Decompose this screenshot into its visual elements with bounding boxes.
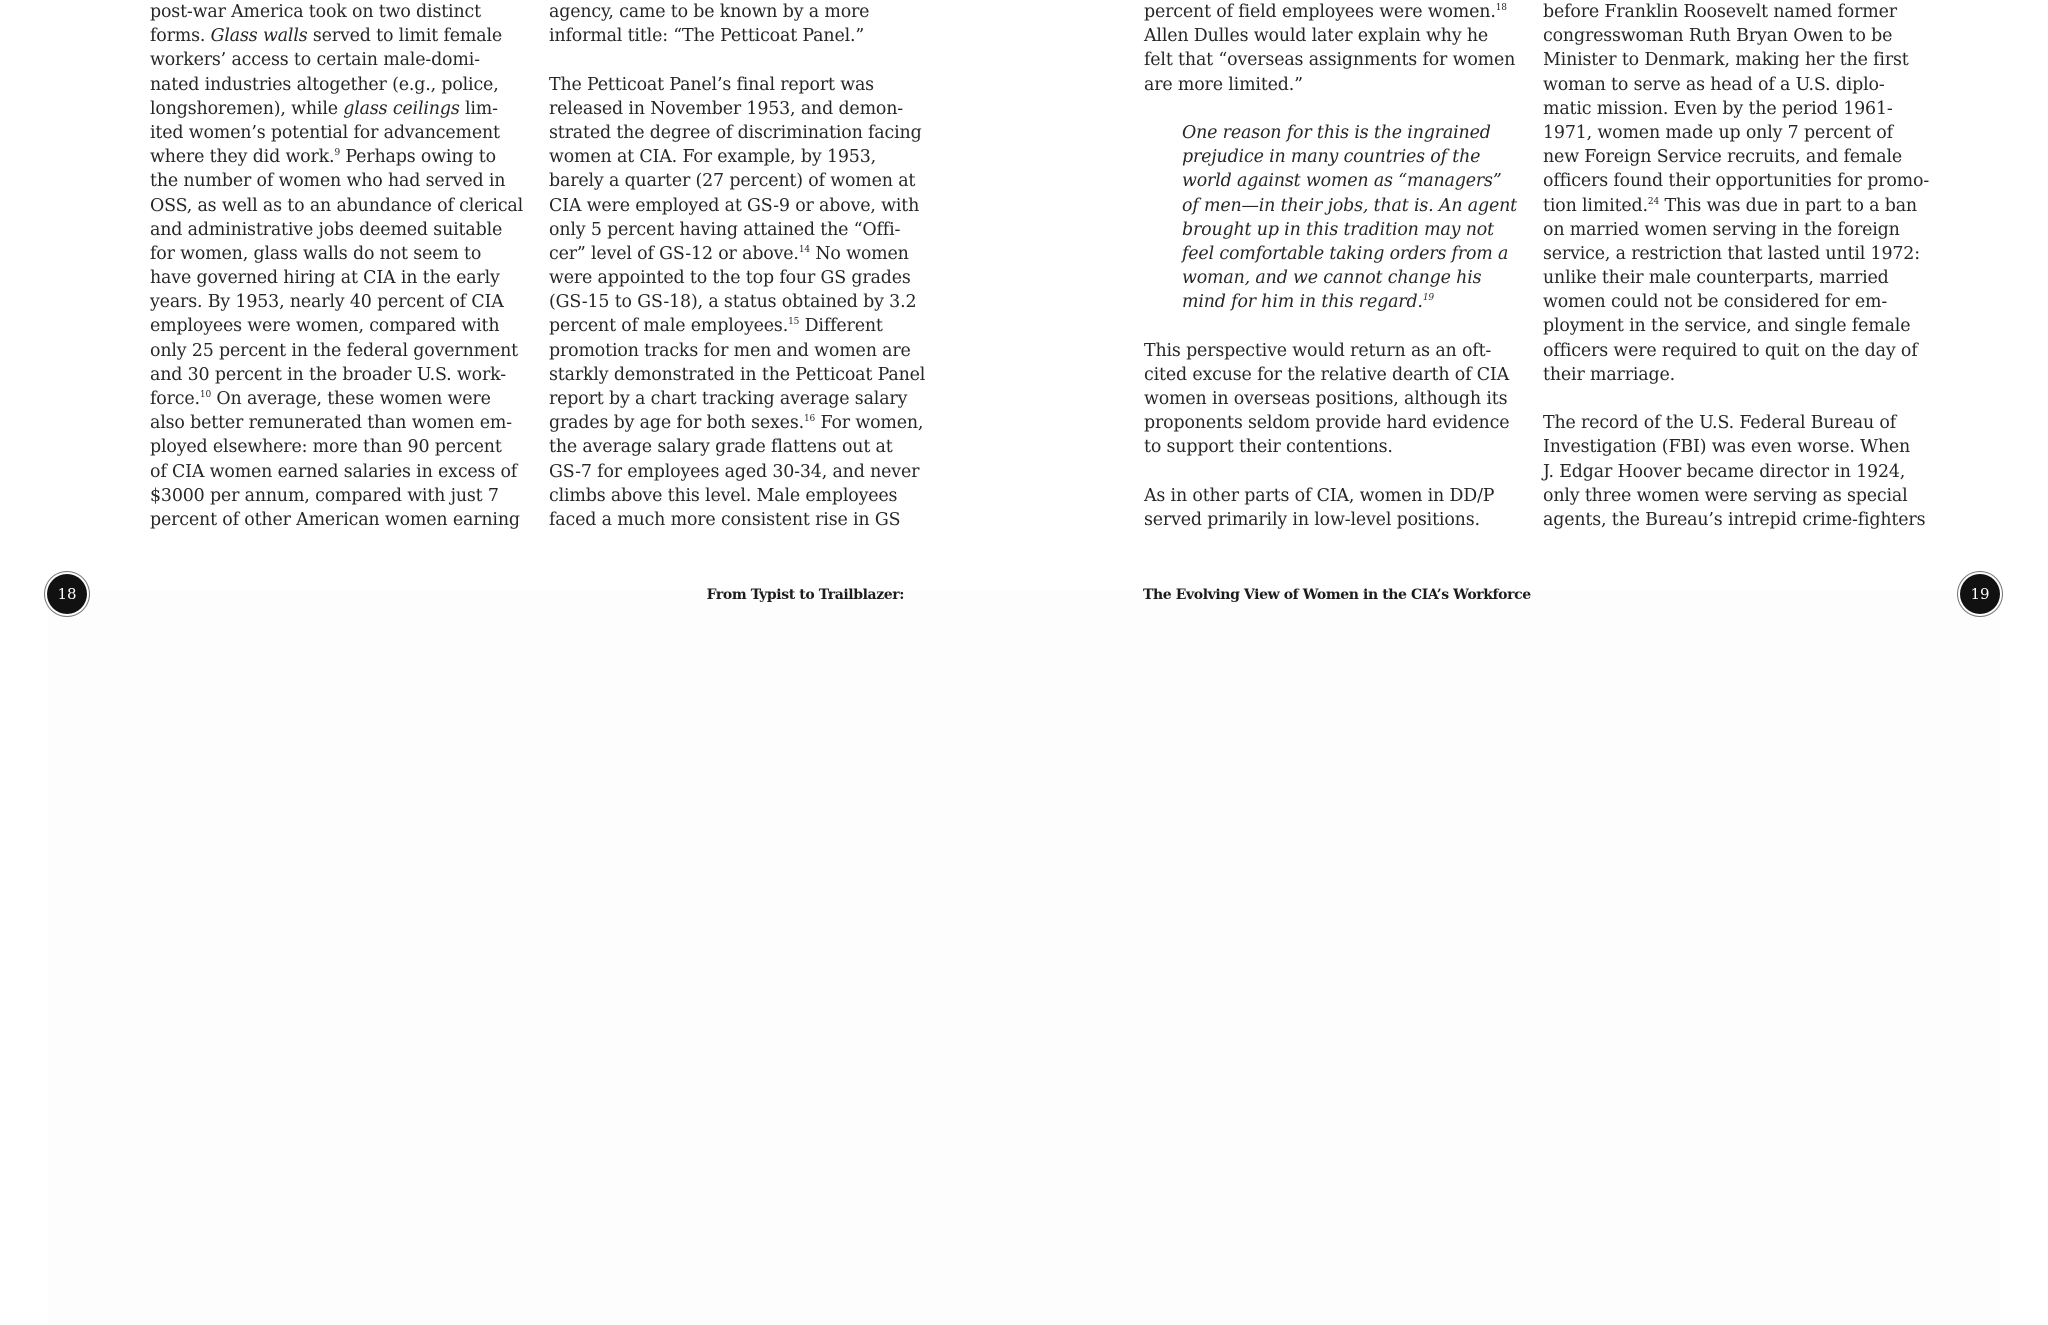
- text-line: [1543, 48, 1915, 72]
- text-run: employees were women, compared with: [150, 316, 500, 337]
- text-line: [1543, 314, 1915, 338]
- text-run: women in overseas positions, although its: [1144, 389, 1508, 409]
- text-run: tion limited.: [1543, 195, 1648, 216]
- text-line: [150, 121, 522, 145]
- text-line: [1144, 508, 1516, 532]
- running-head-left: From Typist to Trailblazer:: [706, 587, 904, 603]
- text-run: (GS-15 to GS-18), a status obtained by 3.2: [549, 292, 917, 313]
- text-run: percent of field employees were women.: [1144, 2, 1496, 22]
- text-line: [150, 242, 522, 266]
- text-run: of CIA women earned salaries in excess of: [150, 461, 518, 482]
- text-run: strated the degree of discrimination facing: [549, 122, 922, 143]
- text-line: [549, 121, 921, 145]
- text-run: unlike their male counterparts, married: [1543, 268, 1889, 289]
- text-line: [1144, 339, 1516, 363]
- text-line: [1144, 363, 1516, 387]
- block-quote-line: [1144, 242, 1516, 266]
- text-run: As in other parts of CIA, women in DD/P: [1144, 485, 1495, 506]
- text-line: [549, 484, 921, 508]
- text-run: This was due in part to a ban: [1659, 195, 1917, 216]
- text-line: [549, 145, 921, 169]
- text-line: [150, 48, 522, 72]
- text-run: report by a chart tracking average salary: [549, 389, 908, 409]
- text-line: [150, 314, 522, 338]
- text-line: [1543, 121, 1915, 145]
- text-run: prejudice in many countries of the: [1182, 147, 1481, 168]
- text-run: For women,: [815, 413, 924, 434]
- text-line: [1144, 48, 1516, 72]
- text-line: [1543, 218, 1915, 242]
- text-line: [549, 73, 921, 97]
- text-line: [1543, 73, 1915, 97]
- text-run: woman, and we cannot change his: [1182, 268, 1482, 289]
- text-line: [1543, 339, 1918, 363]
- text-run: forms.: [150, 26, 211, 47]
- text-run: Investigation (FBI) was even worse. When: [1543, 437, 1911, 458]
- text-run: the number of women who had served in: [150, 171, 506, 192]
- text-run: released in November 1953, and demon-: [549, 98, 904, 119]
- text-run: On average, these women were: [211, 389, 491, 409]
- text-line: [549, 194, 921, 218]
- text-run: on married women serving in the foreign: [1543, 219, 1900, 240]
- text-run: starkly demonstrated in the Petticoat Panel: [549, 364, 926, 385]
- text-run: proponents seldom provide hard evidence: [1144, 413, 1510, 434]
- text-run: service, a restriction that lasted until 1972:: [1543, 243, 1920, 264]
- text-run: officers found their opportunities for promo-: [1543, 171, 1930, 192]
- text-run: only three women were serving as special: [1543, 485, 1908, 506]
- text-run: One reason for this is the ingrained: [1182, 122, 1491, 143]
- text-run: barely a quarter (27 percent) of women at: [549, 171, 916, 192]
- text-run: served primarily in low-level positions.: [1144, 509, 1480, 530]
- text-run: workers’ access to certain male-domi-: [150, 50, 480, 71]
- text-run: officers were required to quit on the day of: [1543, 340, 1918, 361]
- italic-text: Glass walls: [210, 26, 308, 47]
- block-quote-line: [1144, 266, 1516, 290]
- text-run: served to limit female: [307, 26, 503, 47]
- text-run: feel comfortable taking orders from a: [1182, 243, 1509, 264]
- text-run: for women, glass walls do not seem to: [150, 243, 482, 264]
- text-line: [1543, 435, 1915, 459]
- text-line: [1543, 0, 1915, 24]
- text-run: where they did work.: [150, 147, 335, 168]
- text-run: are more limited.”: [1144, 74, 1303, 95]
- text-run: faced a much more consistent rise in GS: [549, 509, 901, 530]
- text-run: OSS, as well as to an abundance of clerical: [150, 195, 524, 216]
- text-line: [1543, 460, 1915, 484]
- italic-text: glass ceilings: [343, 98, 460, 119]
- text-run: climbs above this level. Male employees: [549, 485, 898, 506]
- text-line: [549, 290, 921, 314]
- text-run: ployment in the service, and single female: [1543, 316, 1911, 337]
- text-line: [549, 24, 921, 48]
- running-head-right: The Evolving View of Women in the CIA’s Workforce: [1143, 587, 1531, 603]
- text-run: 1971, women made up only 7 percent of: [1543, 122, 1893, 143]
- text-column-2: [549, 0, 926, 532]
- text-line: [549, 0, 921, 24]
- paragraph-gap: [549, 48, 921, 72]
- text-run: GS-7 for employees aged 30-34, and never: [549, 461, 920, 482]
- text-line: [549, 97, 921, 121]
- text-run: cer” level of GS-12 or above.: [549, 243, 799, 264]
- text-run: informal title: “The Petticoat Panel.”: [549, 26, 865, 47]
- text-run: the average salary grade flattens out at: [549, 437, 893, 458]
- text-line: [150, 290, 522, 314]
- text-line: [1543, 24, 1915, 48]
- text-run: The Petticoat Panel’s final report was: [549, 74, 874, 95]
- text-run: matic mission. Even by the period 1961-: [1543, 98, 1893, 119]
- text-line: [1144, 24, 1516, 48]
- text-run: agency, came to be known by a more: [549, 2, 870, 22]
- text-line: [1543, 169, 1930, 193]
- text-line: [1543, 363, 1915, 387]
- text-line: [549, 387, 921, 411]
- text-line: [1543, 266, 1915, 290]
- text-run: mind for him in this regard.: [1182, 292, 1423, 313]
- text-run: congresswoman Ruth Bryan Owen to be: [1543, 26, 1893, 47]
- text-run: Perhaps owing to: [340, 147, 496, 168]
- text-run: only 25 percent in the federal government: [150, 340, 519, 361]
- footnote-ref: 18: [1495, 3, 1507, 13]
- text-line: [549, 508, 921, 532]
- text-line: [150, 145, 522, 169]
- text-run: force.: [150, 389, 200, 409]
- text-run: agents, the Bureau’s intrepid crime-fighters: [1543, 509, 1926, 530]
- page-number-right: 19: [1960, 574, 2000, 614]
- footnote-ref: 19: [1422, 293, 1434, 304]
- text-line: [150, 24, 522, 48]
- block-quote-line: [1144, 169, 1516, 193]
- text-line: [1144, 73, 1516, 97]
- footnote-ref: 16: [803, 414, 816, 425]
- text-line: [1543, 145, 1915, 169]
- text-run: percent of other American women earning: [150, 509, 520, 530]
- text-run: cited excuse for the relative dearth of CIA: [1144, 364, 1510, 385]
- block-quote-line: [1144, 218, 1516, 242]
- text-line: [150, 73, 522, 97]
- text-line: [549, 242, 921, 266]
- block-quote-line: [1144, 290, 1516, 314]
- text-line: [150, 218, 522, 242]
- text-line: [549, 169, 921, 193]
- text-line: [150, 266, 522, 290]
- text-line: [549, 266, 921, 290]
- text-line: [549, 460, 921, 484]
- text-run: women at CIA. For example, by 1953,: [549, 147, 876, 168]
- text-line: [1543, 290, 1915, 314]
- text-run: promotion tracks for men and women are: [549, 340, 911, 361]
- text-line: [150, 484, 522, 508]
- text-run: Different: [799, 316, 883, 337]
- text-line: [1543, 97, 1915, 121]
- text-column-4: [1543, 0, 1930, 532]
- text-line: [150, 435, 522, 459]
- text-run: woman to serve as head of a U.S. diplo-: [1543, 74, 1885, 95]
- text-run: Minister to Denmark, making her the first: [1543, 50, 1909, 71]
- text-run: $3000 per annum, compared with just 7: [150, 485, 499, 506]
- footnote-ref: 15: [788, 317, 800, 328]
- text-run: percent of male employees.: [549, 316, 789, 337]
- text-run: were appointed to the top four GS grades: [549, 268, 911, 289]
- text-run: world against women as “managers”: [1182, 171, 1502, 192]
- text-line: [549, 218, 921, 242]
- text-run: have governed hiring at CIA in the early: [150, 268, 500, 289]
- text-line: [1543, 411, 1915, 435]
- page-number-left: 18: [47, 574, 87, 614]
- text-run: women could not be considered for em-: [1543, 292, 1888, 313]
- block-quote-line: [1144, 194, 1516, 218]
- text-run: and administrative jobs deemed suitable: [150, 219, 503, 240]
- paragraph-gap: [1144, 314, 1516, 338]
- text-line: [549, 435, 921, 459]
- text-run: of men—in their jobs, that is. An agent: [1182, 195, 1517, 216]
- paragraph-gap: [1144, 460, 1516, 484]
- text-column-3: [1144, 0, 1516, 532]
- text-run: No women: [809, 243, 909, 264]
- text-line: [549, 314, 921, 338]
- text-run: ited women’s potential for advancement: [150, 122, 500, 143]
- text-run: before Franklin Roosevelt named former: [1543, 2, 1897, 22]
- text-run: and 30 percent in the broader U.S. work-: [150, 364, 506, 385]
- paragraph-gap: [1543, 387, 1915, 411]
- footnote-ref: 14: [798, 244, 810, 255]
- text-line: [1144, 484, 1516, 508]
- text-run: The record of the U.S. Federal Bureau of: [1543, 413, 1896, 434]
- text-line: [1543, 242, 1920, 266]
- paragraph-gap: [1144, 97, 1516, 121]
- text-run: grades by age for both sexes.: [549, 413, 804, 434]
- text-line: [150, 0, 522, 24]
- text-column-1: [150, 0, 522, 532]
- text-line: [549, 339, 921, 363]
- text-run: years. By 1953, nearly 40 percent of CIA: [150, 292, 504, 313]
- text-run: nated industries altogether (e.g., police,: [150, 74, 499, 95]
- text-run: This perspective would return as an oft-: [1144, 340, 1492, 361]
- text-run: felt that “overseas assignments for women: [1144, 50, 1516, 71]
- text-run: new Foreign Service recruits, and female: [1543, 147, 1903, 168]
- text-line: [150, 339, 522, 363]
- text-line: [150, 387, 522, 411]
- text-line: [150, 508, 522, 532]
- text-line: [150, 460, 522, 484]
- text-run: to support their contentions.: [1144, 437, 1393, 458]
- text-run: only 5 percent having attained the “Offi-: [549, 219, 901, 240]
- text-line: [150, 97, 522, 121]
- text-line: [549, 363, 926, 387]
- text-line: [1144, 387, 1516, 411]
- text-run: brought up in this tradition may not: [1182, 219, 1494, 240]
- text-run: J. Edgar Hoover became director in 1924,: [1543, 461, 1906, 482]
- text-run: lim-: [459, 98, 498, 119]
- text-line: [1144, 411, 1516, 435]
- footnote-ref: 10: [199, 390, 212, 400]
- blank-lower-area: [48, 590, 2000, 1325]
- text-line: [150, 194, 522, 218]
- text-line: [549, 411, 924, 435]
- text-run: Allen Dulles would later explain why he: [1144, 26, 1489, 47]
- text-run: their marriage.: [1543, 364, 1676, 385]
- text-run: post-war America took on two distinct: [150, 2, 481, 22]
- text-line: [1543, 484, 1915, 508]
- text-run: ployed elsewhere: more than 90 percent: [150, 437, 502, 458]
- text-line: [1144, 0, 1516, 24]
- text-line: [1543, 194, 1915, 218]
- text-line: [150, 169, 522, 193]
- text-run: longshoremen), while: [150, 98, 344, 119]
- text-run: also better remunerated than women em-: [150, 413, 512, 434]
- block-quote-line: [1144, 121, 1516, 145]
- footnote-ref: 9: [334, 148, 341, 159]
- text-line: [1543, 508, 1926, 532]
- footnote-ref: 24: [1647, 196, 1660, 207]
- text-line: [1144, 435, 1516, 459]
- text-line: [150, 411, 522, 435]
- text-run: CIA were employed at GS-9 or above, with: [549, 195, 920, 216]
- text-line: [150, 363, 522, 387]
- block-quote-line: [1144, 145, 1516, 169]
